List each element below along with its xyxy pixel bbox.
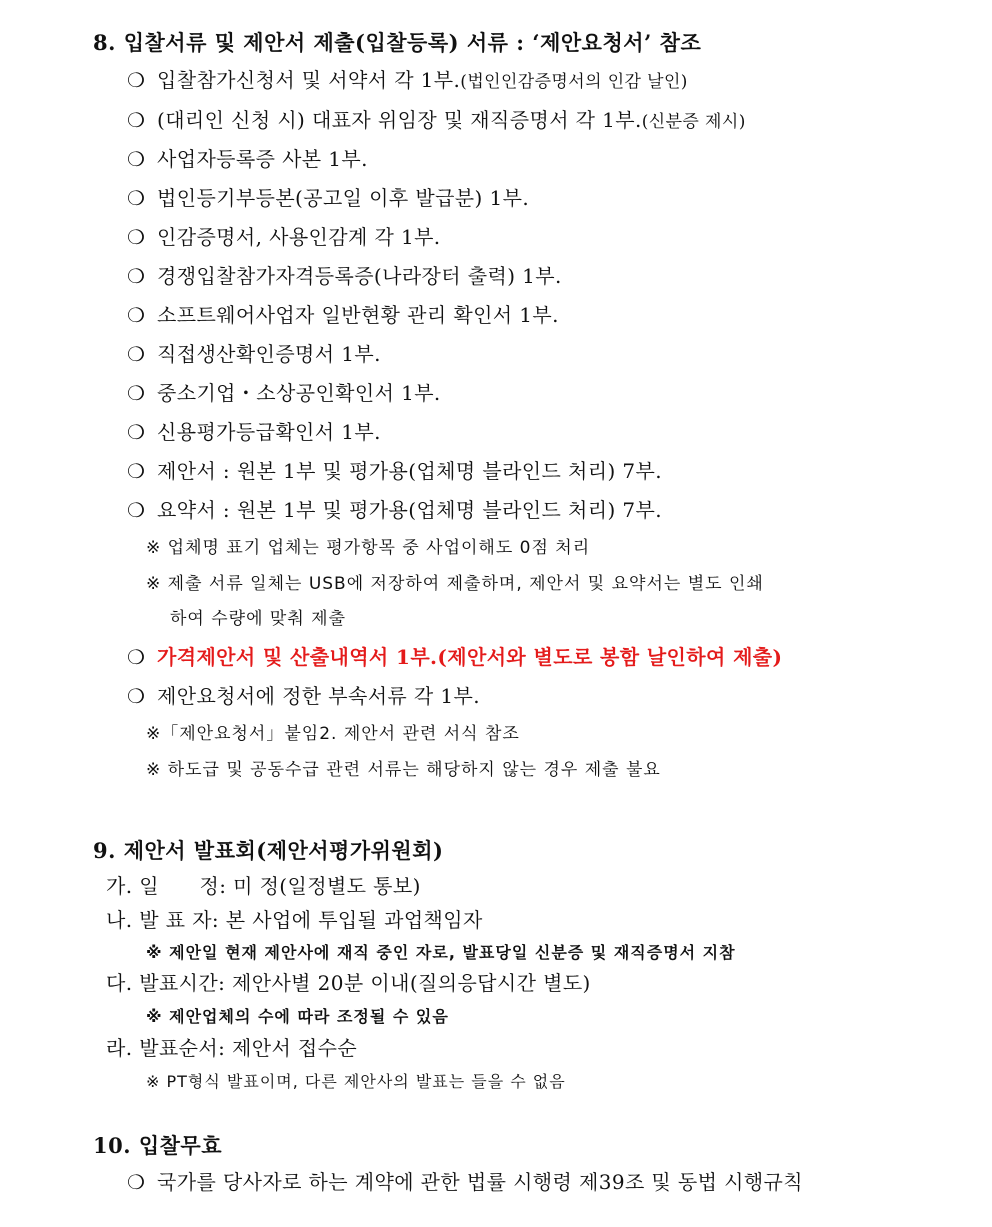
list-item-text: (대리인 신청 시) 대표자 위임장 및 재직증명서 각 1부. — [157, 108, 642, 132]
circle-bullet-icon: ❍ — [127, 342, 146, 366]
circle-bullet-icon: ❍ — [127, 684, 146, 708]
list-item-note: (신분증 제시) — [641, 112, 746, 132]
order-note: ※ PT형식 발표이며, 다른 제안사의 발표는 들을 수 없음 — [146, 1072, 566, 1091]
list-item-text: 제안서 : 원본 1부 및 평가용(업체명 블라인드 처리) 7부. — [157, 459, 663, 483]
presentation-order-line: 라. 발표순서: 제안서 접수순 — [106, 1036, 358, 1060]
circle-bullet-icon: ❍ — [127, 186, 146, 210]
circle-bullet-icon: ❍ — [127, 147, 146, 171]
circle-bullet-icon: ❍ — [127, 459, 146, 483]
presenter-line: 나. 발 표 자: 본 사업에 투입될 과업책임자 — [106, 908, 483, 932]
list-item — [127, 1172, 803, 1192]
list-item — [127, 305, 559, 325]
circle-bullet-icon: ❍ — [127, 498, 146, 522]
list-item — [127, 188, 529, 208]
list-item — [127, 422, 381, 442]
list-item — [127, 70, 688, 91]
schedule-line: 가. 일 정: 미 정(일정별도 통보) — [106, 874, 421, 898]
list-item — [127, 110, 746, 131]
list-item — [127, 266, 562, 286]
list-item — [127, 686, 480, 706]
circle-bullet-icon: ❍ — [127, 303, 146, 327]
note-line: ※ 하도급 및 공동수급 관련 서류는 해당하지 않는 경우 제출 불요 — [146, 760, 661, 780]
list-item-price — [127, 647, 782, 667]
circle-bullet-icon: ❍ — [127, 1170, 146, 1194]
list-item — [127, 461, 662, 481]
list-item-text: 제안요청서에 정한 부속서류 각 1부. — [157, 684, 480, 708]
circle-bullet-icon: ❍ — [127, 381, 146, 405]
list-item-note: (법인인감증명서의 인감 날인) — [460, 72, 688, 92]
circle-bullet-icon: ❍ — [127, 420, 146, 444]
list-item-text: 국가를 당사자로 하는 계약에 관한 법률 시행령 제39조 및 동법 시행규칙 — [157, 1170, 803, 1194]
list-item-text: 경쟁입찰참가자격등록증(나라장터 출력) 1부. — [157, 264, 562, 288]
circle-bullet-icon: ❍ — [127, 68, 146, 92]
list-item-text: 입찰참가신청서 및 서약서 각 1부. — [157, 68, 461, 92]
list-item — [127, 344, 381, 364]
section-9-heading: 9. 제안서 발표회(제안서평가위원회) — [93, 838, 444, 863]
circle-bullet-icon: ❍ — [127, 645, 146, 669]
list-item-text: 소프트웨어사업자 일반현황 관리 확인서 1부. — [157, 303, 559, 327]
circle-bullet-icon: ❍ — [127, 264, 146, 288]
note-line: 하여 수량에 맞춰 제출 — [170, 609, 347, 629]
circle-bullet-icon: ❍ — [127, 108, 146, 132]
note-line: ※「제안요청서」붙임2. 제안서 관련 서식 참조 — [146, 724, 520, 744]
circle-bullet-icon: ❍ — [127, 225, 146, 249]
list-item-text: 법인등기부등본(공고일 이후 발급분) 1부. — [157, 186, 530, 210]
note-line: ※ 업체명 표기 업체는 평가항목 중 사업이해도 0점 처리 — [146, 538, 591, 558]
list-item — [127, 500, 662, 520]
list-item-text: 직접생산확인증명서 1부. — [157, 342, 381, 366]
presenter-note: ※ 제안일 현재 제안사에 재직 중인 자로, 발표당일 신분증 및 재직증명서 지참 — [146, 943, 736, 962]
list-item-text: 중소기업・소상공인확인서 1부. — [157, 381, 441, 405]
price-proposal-text: 가격제안서 및 산출내역서 1부.(제안서와 별도로 봉함 날인하여 제출) — [157, 645, 783, 669]
list-item-text: 인감증명서, 사용인감계 각 1부. — [157, 225, 441, 249]
list-item — [127, 383, 441, 403]
time-note: ※ 제안업체의 수에 따라 조정될 수 있음 — [146, 1007, 449, 1026]
presentation-time-line: 다. 발표시간: 제안사별 20분 이내(질의응답시간 별도) — [106, 971, 591, 995]
list-item-text: 신용평가등급확인서 1부. — [157, 420, 381, 444]
list-item-text: 사업자등록증 사본 1부. — [157, 147, 368, 171]
list-item — [127, 149, 368, 169]
list-item — [127, 227, 441, 247]
section-8-heading: 8. 입찰서류 및 제안서 제출(입찰등록) 서류 : ‘제안요청서’ 참조 — [93, 30, 702, 55]
note-line: ※ 제출 서류 일체는 USB에 저장하여 제출하며, 제안서 및 요약서는 별도 인쇄 — [146, 574, 764, 594]
section-10-heading: 10. 입찰무효 — [93, 1133, 222, 1158]
list-item-text: 요약서 : 원본 1부 및 평가용(업체명 블라인드 처리) 7부. — [157, 498, 663, 522]
